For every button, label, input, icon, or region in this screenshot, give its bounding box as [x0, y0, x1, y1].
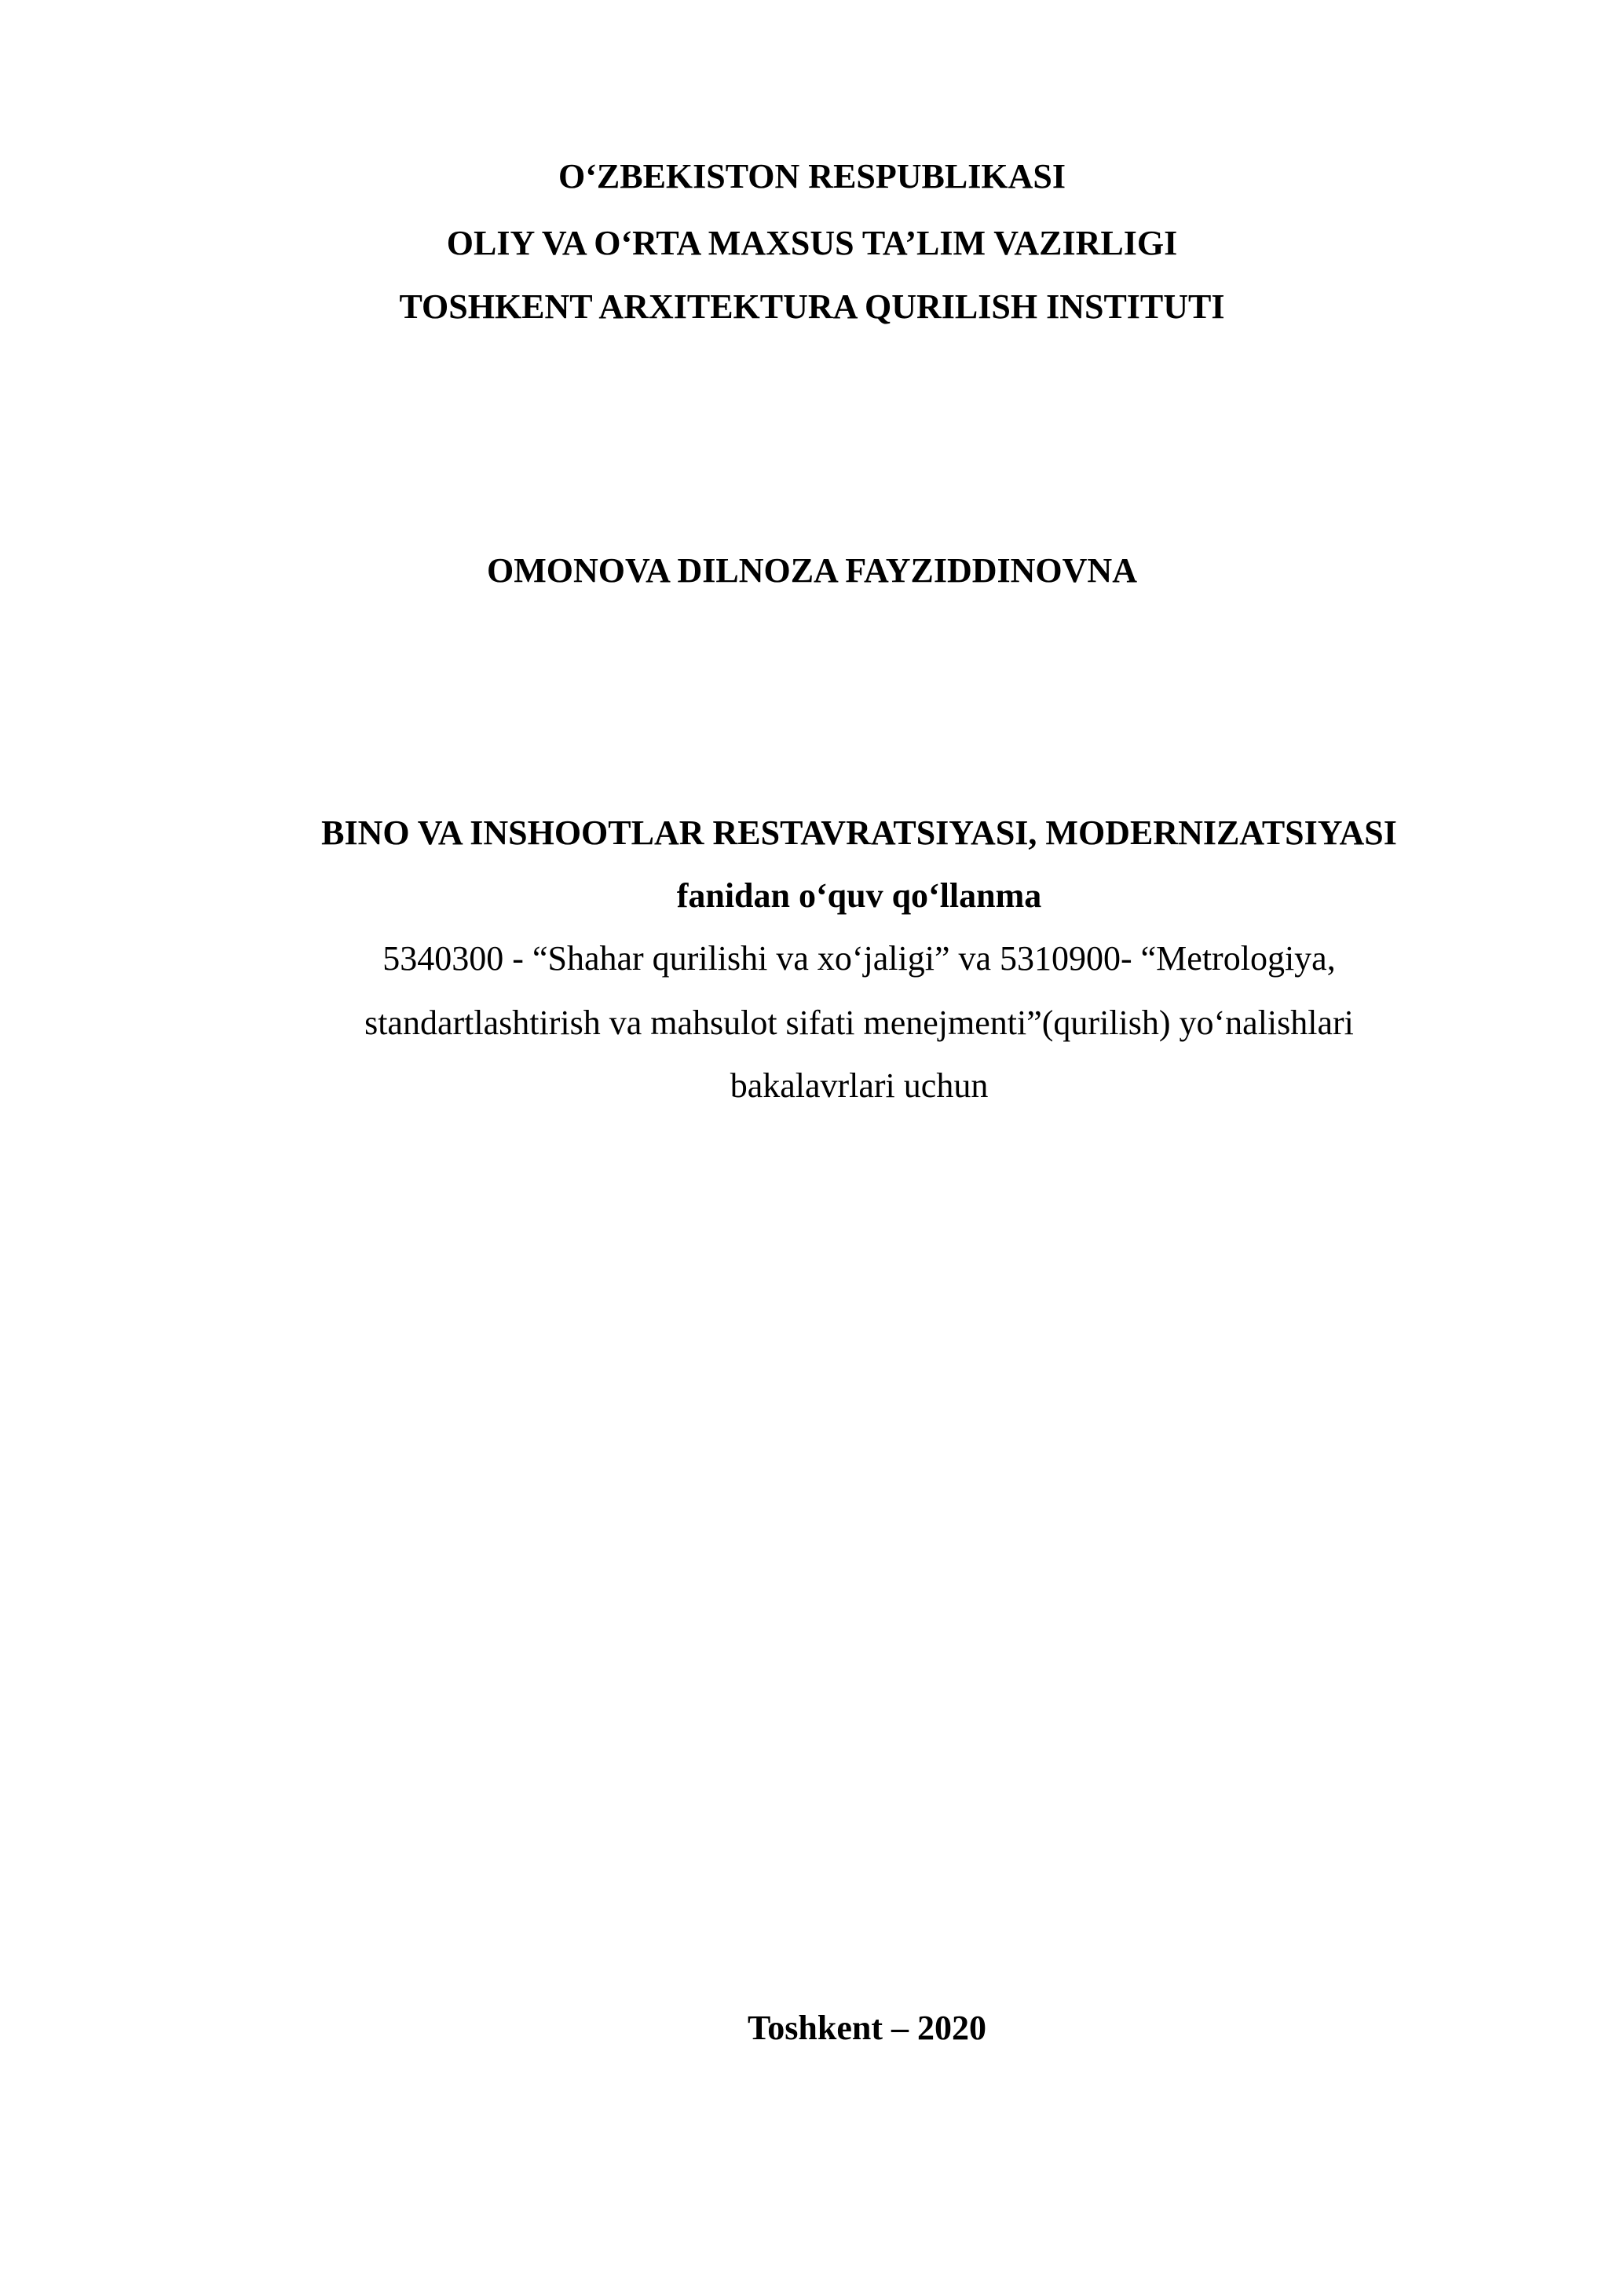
audience-line-2: standartlashtirish va mahsulot sifati menejmenti”(qurilish) yo‘nalishlari: [364, 1004, 1354, 1042]
audience-line-3: bakalavrlari uchun: [730, 1066, 989, 1105]
document-subtitle: fanidan o‘quv qo‘llanma: [676, 876, 1042, 915]
audience-line-1: 5340300 - “Shahar qurilishi va xo‘jaligi” va 5310900- “Metrologiya,: [382, 939, 1336, 978]
header-country: O‘ZBEKISTON RESPUBLIKASI: [558, 157, 1066, 196]
header-ministry: OLIY VA O‘RTA MAXSUS TA’LIM VAZIRLIGI: [446, 224, 1178, 262]
author-name: OMONOVA DILNOZA FAYZIDDINOVNA: [487, 551, 1137, 590]
header-institute: TOSHKENT ARXITEKTURA QURILISH INSTITUTI: [399, 287, 1225, 326]
place-year: Toshkent – 2020: [747, 2009, 987, 2047]
document-title: BINO VA INSHOOTLAR RESTAVRATSIYASI, MODERNIZATSIYASI: [321, 813, 1397, 852]
